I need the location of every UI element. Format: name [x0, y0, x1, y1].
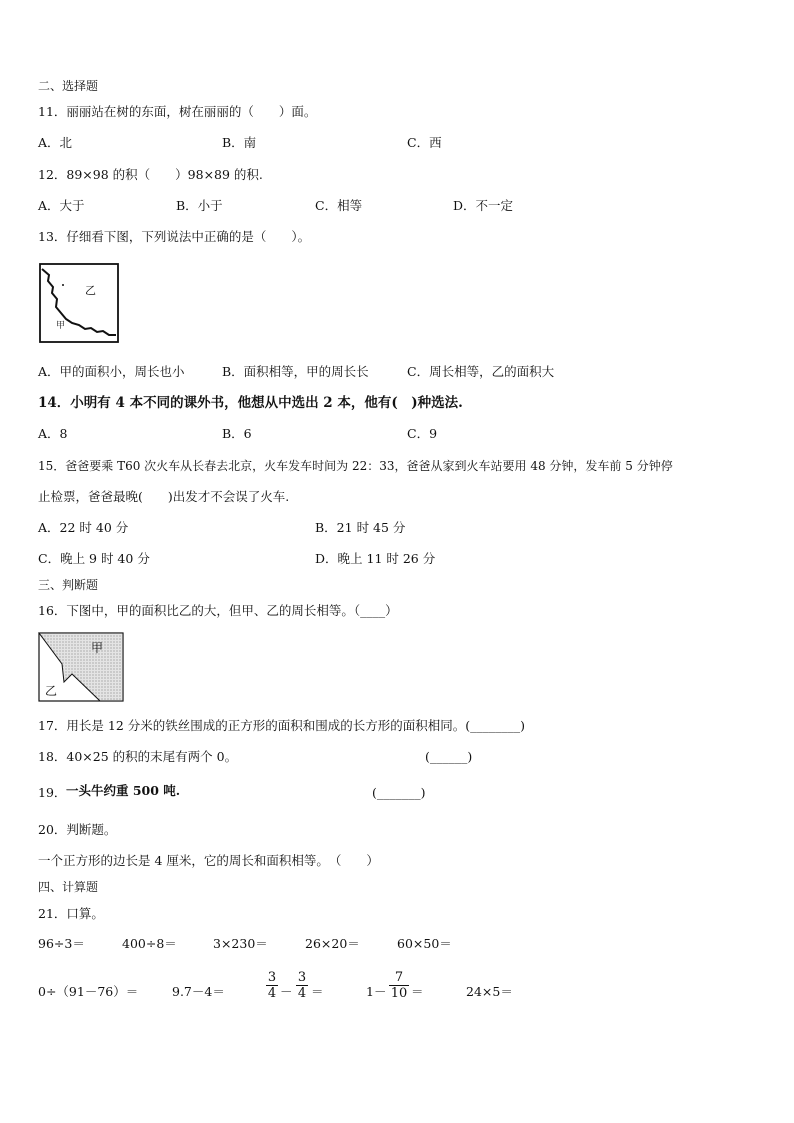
q15-option-a[interactable]: A．22 时 40 分: [38, 520, 129, 535]
question-19-number: 19．: [38, 785, 67, 800]
question-18: 18．40×25 的积的末尾有两个 0。: [38, 749, 238, 764]
calc-item: 60×50＝: [397, 936, 452, 951]
question-20: 20．判断题。: [38, 822, 117, 837]
fraction-7-10: [389, 970, 409, 1001]
q13-option-b[interactable]: B．面积相等，甲的周长长: [222, 364, 369, 379]
q16-label-jia: 甲: [91, 641, 104, 655]
fraction-3-4-b: [296, 970, 308, 1001]
q14-option-b[interactable]: B．6: [222, 426, 252, 441]
equals-sign: ＝: [311, 984, 324, 999]
q16-label-yi: 乙: [45, 684, 58, 698]
minus-sign: －: [280, 984, 293, 999]
question-17: 17．用长是 12 分米的铁丝围成的正方形的面积和围成的长方形的面积相同。(________): [38, 718, 526, 733]
calc-item: 96÷3＝: [38, 936, 85, 951]
fraction-denominator: 10: [390, 986, 408, 1001]
q11-option-c[interactable]: C．西: [407, 135, 442, 150]
q11-option-a[interactable]: A．北: [38, 135, 73, 150]
q14-option-c[interactable]: C．9: [407, 426, 438, 441]
q12-option-d[interactable]: D．不一定: [453, 198, 514, 213]
q14-option-a[interactable]: A．8: [38, 426, 68, 441]
calc-item: 9.7－4＝: [172, 984, 225, 999]
q15-option-d[interactable]: D．晚上 11 时 26 分: [315, 551, 436, 566]
section-heading-calc: 四、计算题: [38, 880, 99, 894]
fraction-numerator: 3: [297, 970, 307, 985]
calc-item: 26×20＝: [305, 936, 360, 951]
question-19: 一头牛约重 500 吨.: [66, 783, 181, 798]
fraction-numerator: 3: [267, 970, 277, 985]
question-16: 16．下图中，甲的面积比乙的大，但甲、乙的周长相等。（____）: [38, 603, 398, 618]
q15-option-b[interactable]: B．21 时 45 分: [315, 520, 406, 535]
q13-option-c[interactable]: C．周长相等，乙的面积大: [407, 364, 555, 379]
equals-sign: ＝: [411, 984, 424, 999]
question-15-line2: 止检票，爸爸最晚( )出发才不会误了火车.: [38, 489, 290, 504]
q12-option-b[interactable]: B．小于: [176, 198, 223, 213]
question-11: 11．丽丽站在树的东面，树在丽丽的（ ）面。: [38, 104, 317, 119]
calc-item: 0÷（91－76）＝: [38, 984, 139, 999]
q12-option-a[interactable]: A．大于: [38, 198, 85, 213]
q13-label-yi: 乙: [85, 284, 96, 297]
q11-option-b[interactable]: B．南: [222, 135, 257, 150]
section-heading-judge: 三、判断题: [38, 578, 99, 592]
question-21: 21．口算。: [38, 906, 104, 921]
q19-answer-blank[interactable]: (_______): [372, 785, 426, 800]
calc-item: 400÷8＝: [122, 936, 177, 951]
calc-item: 3×230＝: [213, 936, 268, 951]
q12-option-c[interactable]: C．相等: [315, 198, 363, 213]
calc-item: 24×5＝: [466, 984, 513, 999]
question-20-statement: 一个正方形的边长是 4 厘米，它的周长和面积相等。 （ ）: [38, 853, 379, 868]
q15-option-c[interactable]: C．晚上 9 时 40 分: [38, 551, 150, 566]
section-heading-choice: 二、选择题: [38, 79, 99, 93]
fraction-numerator: 7: [394, 970, 404, 985]
q13-label-jia: 甲: [56, 321, 66, 331]
fraction-denominator: 4: [297, 986, 307, 1001]
question-12: 12．89×98 的积（ ）98×89 的积.: [38, 167, 263, 182]
question-14: 14．小明有 4 本不同的课外书，他想从中选出 2 本，他有( )种选法.: [38, 395, 463, 411]
q13-figure: [39, 263, 119, 345]
one-minus: 1－: [366, 984, 387, 999]
fraction-denominator: 4: [267, 986, 277, 1001]
q13-option-a[interactable]: A．甲的面积小，周长也小: [38, 364, 185, 379]
q18-answer-blank[interactable]: (______): [425, 749, 473, 764]
question-13: 13．仔细看下图，下列说法中正确的是（ ）。: [38, 229, 311, 244]
fraction-3-4-a: [266, 970, 278, 1001]
question-15-line1: 15．爸爸要乘 T60 次火车从长春去北京，火车发车时间为 22：33，爸爸从家到火车站要用 48 分钟，发车前 5 分钟停: [38, 459, 673, 473]
